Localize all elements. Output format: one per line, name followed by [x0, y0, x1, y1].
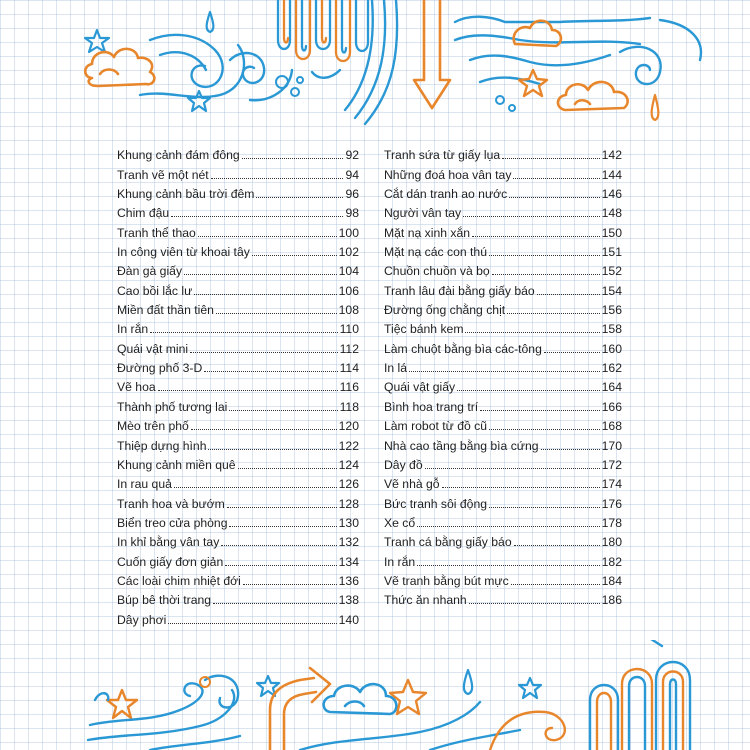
- dot-leader: [190, 352, 337, 353]
- toc-entry-title: Đường phố 3-D: [117, 361, 203, 376]
- dot-leader: [417, 526, 599, 527]
- dot-leader: [489, 255, 600, 256]
- dot-leader: [472, 236, 600, 237]
- toc-column-right: [384, 143, 622, 607]
- toc-entry-title: Thức ăn nhanh: [384, 593, 467, 608]
- dot-leader: [489, 507, 600, 508]
- toc-entry-page-number: 122: [338, 438, 359, 453]
- toc-entry: [117, 453, 359, 472]
- toc-entry-title: Cuốn giấy đơn giản: [117, 554, 224, 569]
- toc-entry-title: Tranh vẽ một nét: [117, 167, 209, 182]
- toc-entry: [117, 414, 359, 433]
- dot-leader: [204, 371, 337, 372]
- dot-leader: [238, 468, 337, 469]
- toc-entry: [384, 162, 622, 181]
- dot-leader: [511, 584, 600, 585]
- star-icon: [107, 690, 137, 718]
- toc-entry-title: Vẽ hoa: [117, 380, 156, 395]
- drip-icon: [652, 95, 659, 120]
- swirl-wave-icon: [490, 712, 565, 750]
- toc-entry: [117, 607, 359, 626]
- toc-entry-page-number: 118: [339, 399, 359, 414]
- toc-entry: [117, 298, 359, 317]
- toc-entry-page-number: 178: [601, 515, 622, 530]
- dot-leader: [252, 255, 337, 256]
- swirl-wave-icon: [140, 35, 292, 100]
- curved-arrow-icon: [270, 668, 330, 750]
- toc-entry: [384, 569, 622, 588]
- swirl-wave-icon: [88, 676, 240, 750]
- toc-entry: [384, 317, 622, 336]
- dot-leader: [417, 565, 599, 566]
- dot-leader: [213, 603, 337, 604]
- toc-entry-page-number: 166: [601, 399, 622, 414]
- toc-entry: [117, 182, 359, 201]
- toc-entry-page-number: 186: [601, 593, 622, 608]
- toc-entry-title: Khung cảnh miền quê: [117, 457, 236, 472]
- dot-leader: [208, 449, 336, 450]
- cloud-icon: [324, 684, 397, 714]
- toc-entry-title: Miền đất thần tiên: [117, 303, 214, 318]
- toc-entry-title: Bức tranh sôi động: [384, 496, 488, 511]
- toc-entry: [117, 569, 359, 588]
- rainbow-arcs-icon: [590, 662, 690, 750]
- toc-entry-page-number: 150: [601, 225, 622, 240]
- toc-entry-page-number: 156: [601, 303, 622, 318]
- toc-entry: [384, 182, 622, 201]
- toc-entry: [384, 220, 622, 239]
- dot-leader: [514, 545, 600, 546]
- toc-entry-title: Thiệp dựng hình: [117, 438, 207, 453]
- toc-entry-title: Cao bồi lắc lư: [117, 283, 193, 298]
- dot-leader: [184, 274, 337, 275]
- toc-entry-title: Khung cảnh đám đông: [117, 148, 240, 163]
- toc-entry-page-number: 94: [345, 167, 359, 182]
- dot-leader: [194, 294, 336, 295]
- toc-entry: [384, 472, 622, 491]
- dot-leader: [463, 216, 600, 217]
- toc-entry-page-number: 146: [601, 187, 622, 202]
- dot-leader: [221, 545, 336, 546]
- toc-entry-title: Bình hoa trang trí: [384, 399, 479, 414]
- down-arrow-icon: [414, 0, 450, 108]
- toc-entry-title: Tranh cá bằng giấy báo: [384, 535, 512, 550]
- dot-leader: [198, 236, 337, 237]
- toc-entry: [384, 240, 622, 259]
- dot-leader: [216, 313, 337, 314]
- toc-entry-title: Mặt nạ xinh xắn: [384, 225, 471, 240]
- toc-entry: [384, 433, 622, 452]
- toc-entry: [384, 298, 622, 317]
- toc-entry-page-number: 152: [601, 264, 622, 279]
- toc-entry-page-number: 132: [338, 535, 359, 550]
- toc-entry: [384, 278, 622, 297]
- toc-entry: [117, 588, 359, 607]
- dot-leader: [489, 429, 600, 430]
- toc-entry: [384, 259, 622, 278]
- toc-entry: [117, 162, 359, 181]
- toc-entry: [384, 530, 622, 549]
- toc-entry-page-number: 124: [338, 457, 359, 472]
- toc-entry: [117, 491, 359, 510]
- toc-entry-page-number: 140: [338, 612, 359, 627]
- toc-entry-page-number: 144: [601, 167, 622, 182]
- toc-entry: [384, 588, 622, 607]
- toc-entry-page-number: 158: [601, 322, 622, 337]
- toc-entry-page-number: 106: [338, 283, 359, 298]
- toc-entry-title: In khỉ bằng vân tay: [117, 535, 220, 550]
- toc-entry-title: Chim đậu: [117, 206, 170, 221]
- toc-entry-page-number: 160: [601, 341, 622, 356]
- toc-entry-page-number: 138: [338, 593, 359, 608]
- toc-entry-title: Đàn gà giấy: [117, 264, 183, 279]
- toc-entry-page-number: 130: [338, 515, 359, 530]
- toc-entry-page-number: 112: [339, 341, 359, 356]
- toc-entry: [117, 549, 359, 568]
- cloud-icon: [85, 49, 154, 86]
- toc-entry-title: Tranh thể thao: [117, 225, 196, 240]
- swirl-wave-icon: [312, 0, 397, 124]
- toc-entry-title: Làm chuột bằng bìa các-tông: [384, 341, 542, 356]
- toc-entry-page-number: 151: [601, 245, 622, 260]
- hanging-arches: [278, 0, 368, 61]
- toc-entry: [117, 394, 359, 413]
- toc-entry: [117, 375, 359, 394]
- toc-entry-page-number: 116: [339, 380, 359, 395]
- toc-entry-title: Biển treo cửa phòng: [117, 515, 228, 530]
- dot-leader: [171, 216, 343, 217]
- toc-entry: [117, 433, 359, 452]
- toc-entry: [117, 336, 359, 355]
- top-doodle-border: [0, 0, 750, 140]
- toc-entry-page-number: 168: [601, 419, 622, 434]
- toc-entry-title: Cắt dán tranh ao nước: [384, 187, 508, 202]
- dot-leader: [544, 352, 600, 353]
- toc-entry-title: Các loài chim nhiệt đới: [117, 573, 241, 588]
- toc-entry-title: Quái vật mini: [117, 341, 189, 356]
- toc-entry: [384, 414, 622, 433]
- dot-leader: [225, 565, 336, 566]
- toc-entry-title: In công viên từ khoai tây: [117, 245, 250, 260]
- toc-entry-page-number: 172: [601, 457, 622, 472]
- toc-entry: [384, 511, 622, 530]
- toc-entry-page-number: 128: [338, 496, 359, 511]
- toc-entry-title: Vẽ nhà gỗ: [384, 477, 440, 492]
- dot-leader: [425, 468, 600, 469]
- drip-icon: [207, 12, 214, 32]
- toc-entry-page-number: 170: [601, 438, 622, 453]
- toc-entry-title: In rắn: [384, 554, 416, 569]
- drip-icon: [464, 670, 472, 694]
- toc-entry-page-number: 134: [338, 554, 359, 569]
- cloud-icon: [558, 82, 628, 110]
- toc-entry-title: Dây đồ: [384, 457, 423, 472]
- toc-entry: [384, 491, 622, 510]
- toc-entry-page-number: 176: [601, 496, 622, 511]
- toc-entry-title: Quái vật giấy: [384, 380, 456, 395]
- toc-entry-page-number: 96: [345, 187, 359, 202]
- toc-entry-page-number: 126: [338, 477, 359, 492]
- toc-entry-page-number: 110: [339, 322, 359, 337]
- toc-entry: [384, 356, 622, 375]
- toc-entry-title: Vẽ tranh bằng bút mực: [384, 573, 509, 588]
- bottom-doodle-border: [0, 640, 750, 750]
- toc-entry-page-number: 136: [338, 573, 359, 588]
- toc-entry: [117, 278, 359, 297]
- toc-entry: [117, 220, 359, 239]
- toc-entry-title: Làm robot từ đồ cũ: [384, 419, 488, 434]
- swirl-wave-icon: [455, 17, 701, 84]
- star-icon: [85, 30, 109, 52]
- dot-leader: [256, 197, 343, 198]
- star-icon: [188, 91, 210, 111]
- toc-entry-page-number: 114: [339, 361, 359, 376]
- dot-leader: [158, 390, 338, 391]
- dot-leader: [174, 487, 337, 488]
- dot-leader: [191, 429, 337, 430]
- toc-entry-title: Tranh hoa và bướm: [117, 496, 225, 511]
- toc-entry-page-number: 180: [601, 535, 622, 550]
- toc-entry-title: In lá: [384, 361, 408, 376]
- toc-entry-page-number: 174: [601, 477, 622, 492]
- toc-entry: [384, 143, 622, 162]
- toc-entry-page-number: 164: [601, 380, 622, 395]
- toc-entry-title: Dây phơi: [117, 612, 167, 627]
- dot-leader: [465, 332, 599, 333]
- bubble-icon: [200, 677, 210, 687]
- dot-leader: [492, 274, 600, 275]
- toc-entry-title: Chuồn chuồn và bọ: [384, 264, 490, 279]
- toc-entry: [117, 472, 359, 491]
- toc-entry-page-number: 154: [601, 283, 622, 298]
- toc-entry: [117, 530, 359, 549]
- toc-entry-page-number: 184: [601, 573, 622, 588]
- toc-entry: [117, 240, 359, 259]
- toc-entry: [384, 453, 622, 472]
- toc-entry-title: Tiệc bánh kem: [384, 322, 464, 337]
- toc-entry-title: In rau quả: [117, 477, 172, 492]
- dot-leader: [537, 294, 600, 295]
- dot-leader: [242, 158, 344, 159]
- dot-leader: [227, 507, 337, 508]
- toc-entry-page-number: 102: [338, 245, 359, 260]
- toc-entry: [117, 201, 359, 220]
- toc-entry: [117, 356, 359, 375]
- toc-entry: [384, 549, 622, 568]
- toc-entry-title: Tranh sứa từ giấy lụa: [384, 148, 501, 163]
- toc-entry: [384, 336, 622, 355]
- dot-leader: [509, 197, 599, 198]
- toc-entry-title: Mèo trên phố: [117, 419, 189, 434]
- dot-leader: [229, 526, 336, 527]
- toc-entry-page-number: 108: [338, 303, 359, 318]
- dot-leader: [480, 410, 599, 411]
- toc-entry-title: Khung cảnh bầu trời đêm: [117, 187, 255, 202]
- toc-entry-page-number: 104: [338, 264, 359, 279]
- toc-entry: [117, 317, 359, 336]
- dot-leader: [442, 487, 600, 488]
- toc-entry: [384, 394, 622, 413]
- toc-entry-page-number: 142: [601, 148, 622, 163]
- toc-entry: [384, 375, 622, 394]
- curved-arrow-icon: [640, 640, 712, 646]
- toc-entry: [384, 201, 622, 220]
- dot-leader: [457, 390, 600, 391]
- toc-entry-page-number: 182: [601, 554, 622, 569]
- dot-leader: [409, 371, 600, 372]
- toc-entry: [117, 259, 359, 278]
- star-icon: [519, 678, 541, 698]
- toc-entry-title: Người vân tay: [384, 206, 462, 221]
- toc-entry-page-number: 120: [338, 419, 359, 434]
- toc-entry-page-number: 98: [345, 206, 359, 221]
- toc-entry-title: Nhà cao tầng bằng bìa cứng: [384, 438, 539, 453]
- toc-entry-page-number: 148: [601, 206, 622, 221]
- dot-leader: [541, 449, 600, 450]
- dot-leader: [502, 158, 600, 159]
- dot-leader: [513, 178, 599, 179]
- dot-leader: [211, 178, 344, 179]
- dot-leader: [150, 332, 337, 333]
- toc-entry-title: Búp bê thời trang: [117, 593, 212, 608]
- toc-entry-title: Mặt nạ các con thú: [384, 245, 487, 260]
- dot-leader: [168, 623, 336, 624]
- toc-entry-title: Đường ống chằng chịt: [384, 303, 506, 318]
- toc-entry-title: Thành phố tương lai: [117, 399, 228, 414]
- toc-column-left: [117, 143, 359, 627]
- dot-leader: [507, 313, 599, 314]
- toc-entry: [117, 143, 359, 162]
- toc-entry-title: In rắn: [117, 322, 149, 337]
- toc-entry-title: Những đoá hoa vân tay: [384, 167, 512, 182]
- toc-entry-page-number: 100: [338, 225, 359, 240]
- dot-leader: [469, 603, 600, 604]
- bubble-icon: [496, 96, 515, 111]
- toc-entry-title: Tranh lâu đài bằng giấy báo: [384, 283, 535, 298]
- dot-leader: [229, 410, 337, 411]
- toc-entry-title: Xe cổ: [384, 515, 416, 530]
- toc-entry: [117, 511, 359, 530]
- toc-entry-page-number: 162: [601, 361, 622, 376]
- toc-entry-page-number: 92: [345, 148, 359, 163]
- dot-leader: [243, 584, 337, 585]
